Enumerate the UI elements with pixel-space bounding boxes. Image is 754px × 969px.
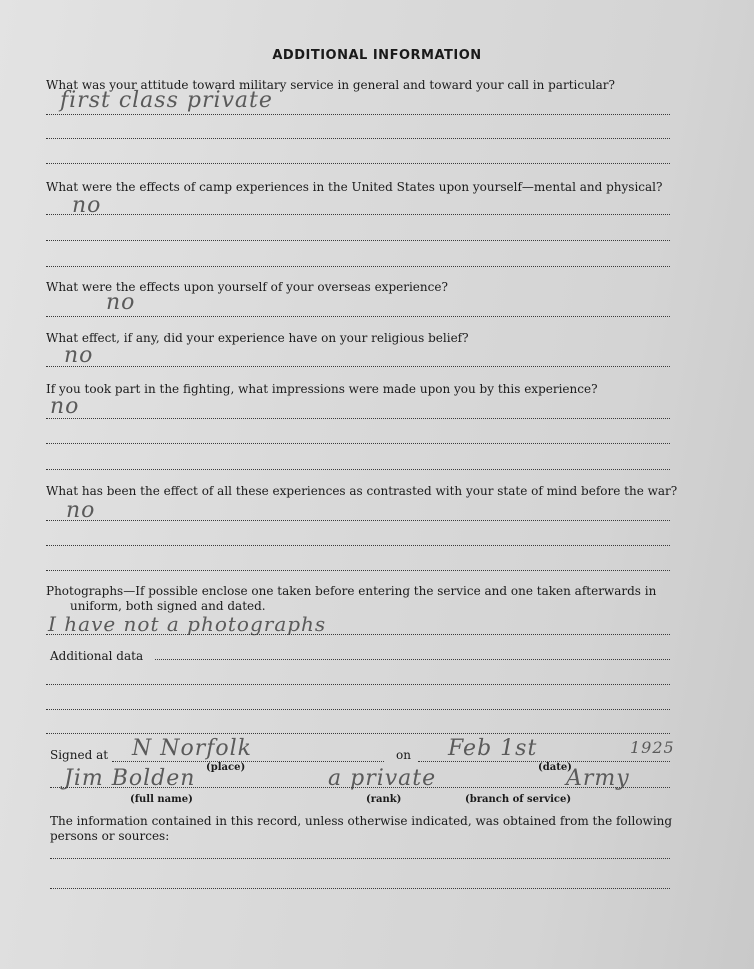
rank-caption: (rank): [366, 794, 402, 805]
rank-value: a private: [328, 766, 437, 791]
answer-line: [46, 733, 670, 734]
question-fighting-impressions: If you took part in the fighting, what impressions were made upon you by this experience?: [46, 382, 598, 396]
question-photographs-continued: uniform, both signed and dated.: [70, 599, 266, 613]
question-state-of-mind: What has been the effect of all these experiences as contrasted with your state of mind before the war?: [46, 484, 678, 498]
answer-military-attitude: first class private: [60, 88, 273, 113]
answer-line: [46, 138, 670, 139]
form-title: ADDITIONAL INFORMATION: [272, 48, 482, 63]
answer-line: [46, 709, 670, 710]
answer-line: [46, 443, 670, 444]
question-overseas-experience: What were the effects upon yourself of your overseas experience?: [46, 280, 448, 294]
sources-line: [50, 888, 670, 889]
on-label: on: [396, 748, 411, 762]
answer-religious-belief: no: [64, 343, 94, 368]
branch-caption: (branch of service): [465, 794, 572, 805]
sources-statement: The information contained in this record, unless otherwise indicated, was obtained from the following: [50, 814, 673, 828]
sources-statement-continued: persons or sources:: [50, 829, 170, 843]
answer-line: [46, 469, 670, 470]
additional-data-label: Additional data: [50, 649, 144, 663]
signed-date: Feb 1st: [448, 736, 538, 761]
answer-fighting-impressions: no: [50, 394, 80, 419]
answer-line: [46, 240, 670, 241]
answer-line: [155, 659, 670, 660]
signed-at-line: [112, 761, 384, 762]
full-name-value: Jim Bolden: [64, 766, 196, 791]
question-military-attitude: What was your attitude toward military service in general and toward your call in particular?: [46, 78, 615, 92]
answer-overseas-experience: no: [106, 290, 136, 315]
answer-line: [46, 570, 670, 571]
date-caption: (date): [538, 762, 572, 773]
answer-line: [46, 266, 670, 267]
branch-value: Army: [566, 766, 630, 791]
answer-camp-experiences: no: [72, 193, 102, 218]
place-caption: (place): [206, 762, 246, 773]
answer-line: [46, 114, 670, 115]
answer-line: [46, 520, 670, 521]
answer-line: [46, 316, 670, 317]
answer-state-of-mind: no: [66, 498, 96, 523]
sources-line: [50, 858, 670, 859]
answer-line: [46, 214, 670, 215]
name-rank-branch-line: [50, 787, 670, 788]
answer-line: [46, 634, 670, 635]
question-camp-experiences: What were the effects of camp experiences in the United States upon yourself—mental and physical?: [46, 180, 663, 194]
full-name-caption: (full name): [130, 794, 193, 805]
signed-at-place: N Norfolk: [132, 736, 253, 761]
answer-line: [46, 163, 670, 164]
question-photographs: Photographs—If possible enclose one taken before entering the service and one taken afterwards in: [46, 584, 657, 598]
answer-line: [46, 684, 670, 685]
question-religious-belief: What effect, if any, did your experience have on your religious belief?: [46, 331, 469, 345]
signed-year: 1925: [630, 738, 675, 757]
signed-at-label: Signed at: [50, 748, 109, 762]
answer-line: [46, 418, 670, 419]
answer-line: [46, 545, 670, 546]
answer-line: [46, 366, 670, 367]
answer-photographs: I have not a photographs: [48, 612, 327, 636]
